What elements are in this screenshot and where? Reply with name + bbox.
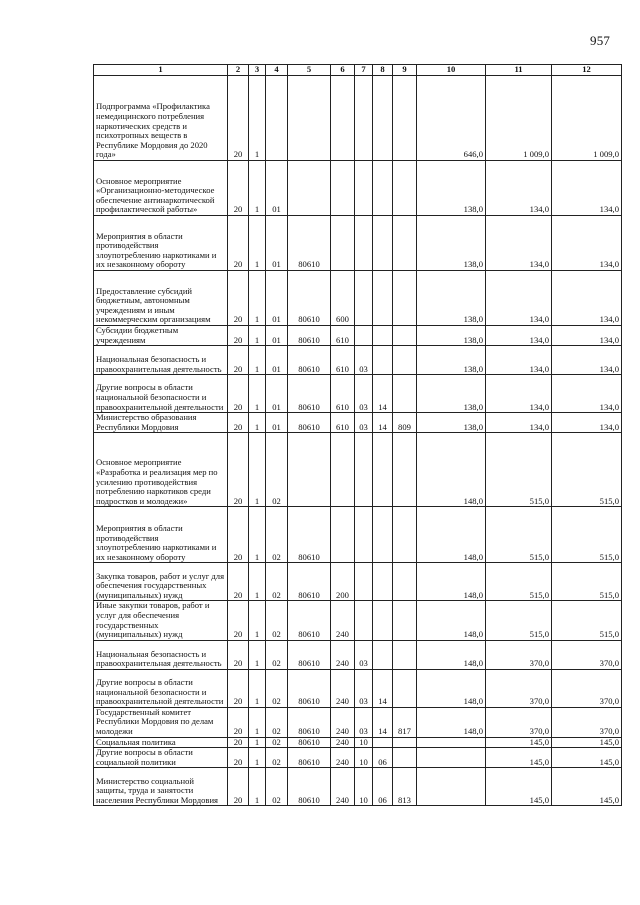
cell-col7: 03 — [355, 413, 373, 433]
table-row — [94, 346, 622, 375]
amount-col11: 515,0 — [486, 507, 552, 563]
table-row — [94, 76, 622, 161]
cell-col5: 80610 — [288, 707, 331, 737]
row-name: Мероприятия в области противодействия злоупотреблению наркотиками и их незаконному обороту — [96, 523, 217, 562]
cell-col8 — [373, 346, 393, 375]
cell-col5: 80610 — [288, 271, 331, 326]
cell-col2: 20 — [228, 640, 249, 669]
cell-col9 — [393, 748, 417, 768]
cell-col4: 01 — [266, 326, 288, 346]
cell-col5: 80610 — [288, 216, 331, 271]
cell-col8: 14 — [373, 375, 393, 413]
cell-col7: 03 — [355, 640, 373, 669]
amount-col12: 515,0 — [552, 601, 622, 640]
cell-col9: 809 — [393, 413, 417, 433]
row-name: Мероприятия в области противодействия злоупотреблению наркотиками и их незаконному обороту — [96, 230, 217, 270]
cell-col2: 20 — [228, 433, 249, 507]
cell-col5: 80610 — [288, 601, 331, 640]
cell-col2: 20 — [228, 413, 249, 433]
row-name: Субсидии бюджетным учреждениям — [96, 325, 179, 345]
cell-col7 — [355, 326, 373, 346]
amount-col12: 134,0 — [552, 413, 622, 433]
cell-col5: 80610 — [288, 640, 331, 669]
amount-col10: 138,0 — [417, 375, 486, 413]
cell-col2: 20 — [228, 326, 249, 346]
amount-col10: 138,0 — [417, 216, 486, 271]
amount-col10: 138,0 — [417, 346, 486, 375]
row-name-cell — [94, 507, 228, 563]
table-row — [94, 413, 622, 433]
cell-col6 — [331, 507, 355, 563]
row-name: Другие вопросы в области национальной безопасности и правоохранительной деятельности — [96, 382, 224, 412]
cell-col3: 1 — [249, 433, 266, 507]
row-name: Основное мероприятие «Разработка и реализация мер по усилению противодействия потреблению наркотиков среди подростков и молодежи» — [96, 457, 218, 506]
row-name-cell — [94, 707, 228, 737]
table-row — [94, 707, 622, 737]
row-name: Другие вопросы в области социальной политики — [96, 747, 193, 767]
row-name: Национальная безопасность и правоохранительная деятельность — [96, 648, 222, 669]
cell-col8: 14 — [373, 413, 393, 433]
amount-col11: 134,0 — [486, 271, 552, 326]
cell-col6: 240 — [331, 640, 355, 669]
cell-col3: 1 — [249, 271, 266, 326]
amount-col10: 138,0 — [417, 271, 486, 326]
cell-col4: 02 — [266, 601, 288, 640]
cell-col9 — [393, 563, 417, 601]
cell-col3: 1 — [249, 707, 266, 737]
row-name: Основное мероприятие «Организационно-методическое обеспечение антинаркотической профилактической работы» — [96, 175, 215, 215]
header-cell: 12 — [552, 65, 622, 76]
cell-col3: 1 — [249, 161, 266, 216]
amount-col12: 134,0 — [552, 326, 622, 346]
header-cell: 1 — [94, 65, 228, 76]
amount-col11: 134,0 — [486, 413, 552, 433]
amount-col12: 134,0 — [552, 216, 622, 271]
cell-col8: 14 — [373, 669, 393, 707]
amount-col11: 1 009,0 — [486, 76, 552, 161]
amount-col11: 515,0 — [486, 563, 552, 601]
cell-col7: 03 — [355, 346, 373, 375]
amount-col12: 370,0 — [552, 669, 622, 707]
cell-col3: 1 — [249, 413, 266, 433]
amount-col10: 148,0 — [417, 563, 486, 601]
amount-col10: 138,0 — [417, 161, 486, 216]
cell-col7: 03 — [355, 375, 373, 413]
cell-col8 — [373, 737, 393, 748]
row-name-cell — [94, 737, 228, 748]
amount-col11: 134,0 — [486, 161, 552, 216]
cell-col9 — [393, 433, 417, 507]
row-name-cell — [94, 346, 228, 375]
cell-col3: 1 — [249, 748, 266, 768]
cell-col7 — [355, 507, 373, 563]
amount-col11: 134,0 — [486, 326, 552, 346]
header-cell: 5 — [288, 65, 331, 76]
cell-col7 — [355, 433, 373, 507]
cell-col3: 1 — [249, 601, 266, 640]
row-name: Другие вопросы в области национальной безопасности и правоохранительной деятельности — [96, 676, 224, 707]
amount-col10: 138,0 — [417, 413, 486, 433]
cell-col5: 80610 — [288, 326, 331, 346]
amount-col10: 148,0 — [417, 433, 486, 507]
cell-col2: 20 — [228, 216, 249, 271]
cell-col6: 240 — [331, 748, 355, 768]
cell-col3: 1 — [249, 216, 266, 271]
cell-col3: 1 — [249, 768, 266, 806]
cell-col8: 06 — [373, 768, 393, 806]
amount-col10 — [417, 748, 486, 768]
cell-col2: 20 — [228, 737, 249, 748]
cell-col9: 817 — [393, 707, 417, 737]
amount-col12: 145,0 — [552, 737, 622, 748]
cell-col8 — [373, 326, 393, 346]
cell-col4: 01 — [266, 216, 288, 271]
cell-col8 — [373, 271, 393, 326]
cell-col5: 80610 — [288, 563, 331, 601]
cell-col9 — [393, 507, 417, 563]
table-row — [94, 768, 622, 806]
cell-col3: 1 — [249, 640, 266, 669]
cell-col8 — [373, 76, 393, 161]
amount-col12: 370,0 — [552, 707, 622, 737]
amount-col11: 134,0 — [486, 375, 552, 413]
cell-col6: 240 — [331, 669, 355, 707]
amount-col10 — [417, 737, 486, 748]
cell-col6: 240 — [331, 768, 355, 806]
cell-col6: 610 — [331, 346, 355, 375]
amount-col11: 145,0 — [486, 737, 552, 748]
amount-col11: 370,0 — [486, 707, 552, 737]
row-name: Закупка товаров, работ и услуг для обеспечения государственных (муниципальных) нужд — [96, 570, 225, 600]
budget-table — [93, 64, 622, 806]
cell-col5 — [288, 76, 331, 161]
row-name-cell — [94, 76, 228, 161]
cell-col4: 02 — [266, 433, 288, 507]
amount-col10: 148,0 — [417, 707, 486, 737]
cell-col6: 610 — [331, 375, 355, 413]
row-name: Предоставление субсидий бюджетным, автономным учреждениям и иным некоммерческим организациям — [96, 285, 211, 325]
header-cell: 6 — [331, 65, 355, 76]
row-name-cell — [94, 326, 228, 346]
amount-col11: 145,0 — [486, 748, 552, 768]
cell-col5 — [288, 433, 331, 507]
cell-col3: 1 — [249, 737, 266, 748]
cell-col7: 03 — [355, 669, 373, 707]
cell-col7 — [355, 216, 373, 271]
cell-col5: 80610 — [288, 413, 331, 433]
header-cell: 11 — [486, 65, 552, 76]
amount-col12: 515,0 — [552, 507, 622, 563]
row-name: Государственный комитет Республики Мордовия по делам молодежи — [96, 707, 214, 736]
cell-col2: 20 — [228, 375, 249, 413]
table-row — [94, 433, 622, 507]
cell-col5 — [288, 161, 331, 216]
cell-col9 — [393, 216, 417, 271]
amount-col10 — [417, 768, 486, 806]
cell-col6: 600 — [331, 271, 355, 326]
cell-col4: 02 — [266, 563, 288, 601]
cell-col4: 02 — [266, 707, 288, 737]
table-row — [94, 326, 622, 346]
cell-col3: 1 — [249, 507, 266, 563]
cell-col9 — [393, 161, 417, 216]
table-body — [94, 76, 622, 806]
cell-col3: 1 — [249, 563, 266, 601]
amount-col11: 515,0 — [486, 601, 552, 640]
row-name-cell — [94, 271, 228, 326]
table-row — [94, 563, 622, 601]
page-number: 957 — [590, 33, 611, 48]
cell-col8: 06 — [373, 748, 393, 768]
cell-col5: 80610 — [288, 737, 331, 748]
cell-col9 — [393, 271, 417, 326]
amount-col12: 1 009,0 — [552, 76, 622, 161]
cell-col7 — [355, 161, 373, 216]
cell-col4: 02 — [266, 669, 288, 707]
cell-col9 — [393, 737, 417, 748]
cell-col4: 02 — [266, 748, 288, 768]
cell-col4: 01 — [266, 413, 288, 433]
cell-col9 — [393, 640, 417, 669]
row-name-cell — [94, 375, 228, 413]
amount-col12: 134,0 — [552, 346, 622, 375]
cell-col7: 10 — [355, 768, 373, 806]
row-name: Министерство образования Республики Мордовия — [96, 412, 197, 432]
cell-col8 — [373, 601, 393, 640]
cell-col6 — [331, 76, 355, 161]
amount-col10: 148,0 — [417, 669, 486, 707]
cell-col2: 20 — [228, 507, 249, 563]
amount-col10: 148,0 — [417, 507, 486, 563]
cell-col2: 20 — [228, 271, 249, 326]
amount-col12: 515,0 — [552, 433, 622, 507]
cell-col7 — [355, 601, 373, 640]
table-row — [94, 271, 622, 326]
row-name: Национальная безопасность и правоохранительная деятельность — [96, 354, 222, 374]
cell-col5: 80610 — [288, 768, 331, 806]
header-cell: 2 — [228, 65, 249, 76]
table-row — [94, 640, 622, 669]
header-cell: 9 — [393, 65, 417, 76]
amount-col10: 148,0 — [417, 640, 486, 669]
amount-col12: 370,0 — [552, 640, 622, 669]
cell-col8 — [373, 161, 393, 216]
amount-col11: 370,0 — [486, 640, 552, 669]
cell-col8 — [373, 507, 393, 563]
table-row — [94, 375, 622, 413]
amount-col12: 145,0 — [552, 768, 622, 806]
cell-col8 — [373, 640, 393, 669]
cell-col4: 01 — [266, 346, 288, 375]
header-row — [94, 65, 622, 76]
row-name-cell — [94, 563, 228, 601]
cell-col2: 20 — [228, 669, 249, 707]
cell-col4: 02 — [266, 507, 288, 563]
cell-col2: 20 — [228, 748, 249, 768]
cell-col7 — [355, 76, 373, 161]
cell-col7: 03 — [355, 707, 373, 737]
cell-col5: 80610 — [288, 375, 331, 413]
row-name: Социальная политика — [96, 737, 176, 747]
row-name: Иные закупки товаров, работ и услуг для обеспечения государственных (муниципальных) нужд — [96, 600, 210, 640]
amount-col12: 134,0 — [552, 161, 622, 216]
row-name-cell — [94, 433, 228, 507]
cell-col4: 02 — [266, 737, 288, 748]
cell-col2: 20 — [228, 76, 249, 161]
row-name-cell — [94, 669, 228, 707]
cell-col9 — [393, 601, 417, 640]
row-name-cell — [94, 768, 228, 806]
cell-col2: 20 — [228, 161, 249, 216]
header-cell: 10 — [417, 65, 486, 76]
cell-col6: 240 — [331, 707, 355, 737]
header-cell: 7 — [355, 65, 373, 76]
cell-col3: 1 — [249, 326, 266, 346]
amount-col11: 134,0 — [486, 346, 552, 375]
cell-col3: 1 — [249, 76, 266, 161]
cell-col8 — [373, 216, 393, 271]
amount-col11: 515,0 — [486, 433, 552, 507]
cell-col6: 610 — [331, 326, 355, 346]
row-name: Министерство социальной защиты, труда и занятости населения Республики Мордовия — [96, 775, 218, 805]
row-name-cell — [94, 216, 228, 271]
cell-col3: 1 — [249, 375, 266, 413]
header-cell: 3 — [249, 65, 266, 76]
cell-col6: 610 — [331, 413, 355, 433]
header-cell: 8 — [373, 65, 393, 76]
row-name-cell — [94, 640, 228, 669]
cell-col9 — [393, 76, 417, 161]
cell-col9: 813 — [393, 768, 417, 806]
cell-col9 — [393, 326, 417, 346]
amount-col10: 138,0 — [417, 326, 486, 346]
amount-col12: 145,0 — [552, 748, 622, 768]
amount-col12: 515,0 — [552, 563, 622, 601]
table-row — [94, 748, 622, 768]
row-name-cell — [94, 161, 228, 216]
cell-col2: 20 — [228, 563, 249, 601]
cell-col7: 10 — [355, 737, 373, 748]
cell-col4: 01 — [266, 375, 288, 413]
cell-col2: 20 — [228, 768, 249, 806]
table-row — [94, 161, 622, 216]
row-name-cell — [94, 601, 228, 640]
amount-col11: 134,0 — [486, 216, 552, 271]
table-row — [94, 669, 622, 707]
cell-col4: 01 — [266, 161, 288, 216]
amount-col12: 134,0 — [552, 271, 622, 326]
cell-col5: 80610 — [288, 346, 331, 375]
cell-col7 — [355, 563, 373, 601]
cell-col3: 1 — [249, 346, 266, 375]
cell-col6: 200 — [331, 563, 355, 601]
amount-col10: 646,0 — [417, 76, 486, 161]
cell-col8 — [373, 563, 393, 601]
table-row — [94, 601, 622, 640]
row-name: Подпрограмма «Профилактика немедицинского потребления наркотических средств и психотропных веществ в Республике Мордовия до 2020 года» — [96, 101, 210, 160]
cell-col6 — [331, 161, 355, 216]
amount-col12: 134,0 — [552, 375, 622, 413]
table-row — [94, 507, 622, 563]
cell-col2: 20 — [228, 601, 249, 640]
header-cell: 4 — [266, 65, 288, 76]
table-row — [94, 216, 622, 271]
cell-col4: 02 — [266, 768, 288, 806]
cell-col5: 80610 — [288, 669, 331, 707]
cell-col6 — [331, 216, 355, 271]
amount-col11: 145,0 — [486, 768, 552, 806]
cell-col6: 240 — [331, 601, 355, 640]
cell-col2: 20 — [228, 707, 249, 737]
cell-col6: 240 — [331, 737, 355, 748]
cell-col9 — [393, 669, 417, 707]
cell-col7 — [355, 271, 373, 326]
cell-col2: 20 — [228, 346, 249, 375]
cell-col7: 10 — [355, 748, 373, 768]
row-name-cell — [94, 413, 228, 433]
cell-col4: 02 — [266, 640, 288, 669]
cell-col5: 80610 — [288, 748, 331, 768]
cell-col4: 01 — [266, 271, 288, 326]
cell-col8: 14 — [373, 707, 393, 737]
amount-col11: 370,0 — [486, 669, 552, 707]
cell-col8 — [373, 433, 393, 507]
cell-col9 — [393, 346, 417, 375]
table-row — [94, 737, 622, 748]
amount-col10: 148,0 — [417, 601, 486, 640]
cell-col6 — [331, 433, 355, 507]
cell-col5: 80610 — [288, 507, 331, 563]
cell-col3: 1 — [249, 669, 266, 707]
row-name-cell — [94, 748, 228, 768]
cell-col9 — [393, 375, 417, 413]
cell-col4 — [266, 76, 288, 161]
